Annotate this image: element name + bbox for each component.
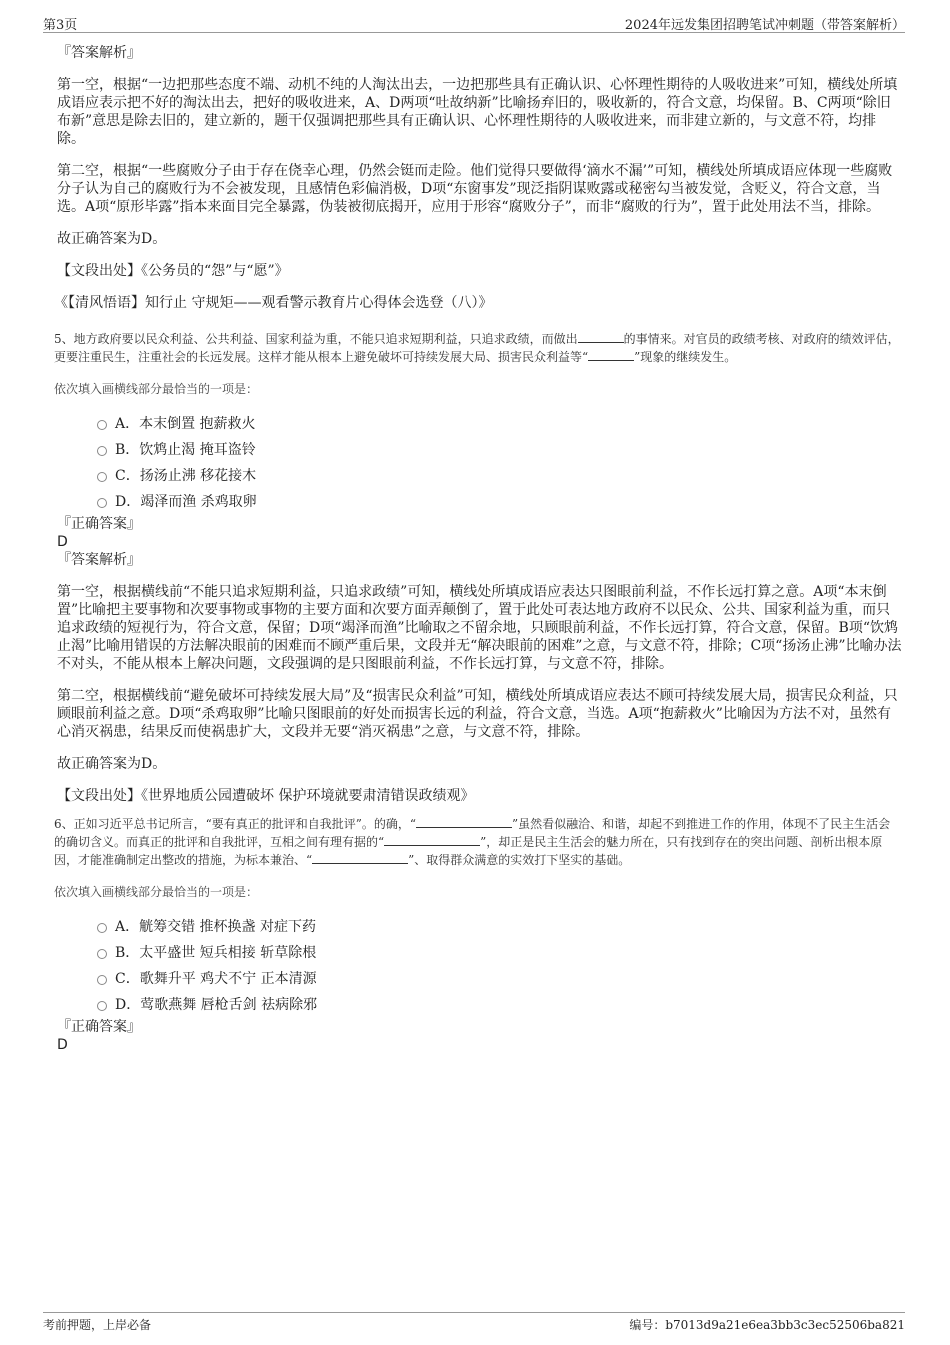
option-a[interactable]: A．本末倒置 抱薪救火 (97, 411, 902, 437)
question-5: 5、地方政府要以民众利益、公共利益、国家利益为重，不能只追求短期利益，只追求政绩，而做出 的事情来。对官员的政绩考核、对政府的绩效评估，更要注重民生，注重社会的长远发展。这样才能从根本上避免破坏可持续发展大局、损害民众利益等“ ”现象的继续发生。 (54, 332, 900, 364)
correct-answer: D (57, 1037, 68, 1053)
option-b[interactable]: B．饮鸩止渴 掩耳盗铃 (97, 437, 902, 463)
option-a[interactable]: A．觥筹交错 推杯换盏 对症下药 (97, 914, 902, 940)
radio-icon[interactable] (97, 472, 107, 482)
blank (578, 330, 624, 343)
radio-icon[interactable] (97, 949, 107, 959)
blank (588, 348, 634, 361)
option-d[interactable]: D．竭泽而渔 杀鸡取卵 (97, 489, 902, 515)
question-hint: 依次填入画横线部分最恰当的一项是： (54, 382, 259, 396)
option-b[interactable]: B．太平盛世 短兵相接 斩草除根 (97, 940, 902, 966)
radio-icon[interactable] (97, 420, 107, 430)
question-6: 6、正如习近平总书记所言，“要有真正的批评和自我批评”。的确，“ ”虽然看似融洽、和谐，却起不到推进工作的作用，体现不了民主生活会的确切含义。而真正的批评和自我批评，互相之间有理有据的“ ”，却正是民主生活会的魅力所在，只有找到存在的突出问题、剖析出根本原因，才能准确制定出整改的措施，为标本兼治、“ ”、取得群众满意的实效打下坚实的基础。 (54, 817, 891, 867)
content (54, 44, 902, 1054)
analysis-paragraph: 第一空，根据横线前“不能只追求短期利益，只追求政绩”可知，横线处所填成语应表达只图眼前利益，不作长远打算之意。A项“本末倒置”比喻把主要事物和次要事物或事物的主要方面和次要方面弄颠倒了，置于此处可表达地方政府不以民众、公共、国家利益为重，而只追求政绩的短视行为，符合文意，保留；D项“竭泽而渔”比喻取之不留余地，只顾眼前利益，不作长远打算，符合文意，保留。B项“饮鸩止渴”比喻用错误的方法解决眼前的困难而不顾严重后果，文段并无“解决眼前的困难”之意，与文意不符，排除；C项“扬汤止沸”比喻办法不对头，不能从根本上解决问题，文段强调的是只图眼前利益，不作长远打算，与文意不符，排除。 (57, 584, 902, 672)
correct-label: 『正确答案』 (57, 1019, 141, 1035)
footer-slogan: 考前押题，上岸必备 (43, 1318, 152, 1332)
radio-icon[interactable] (97, 975, 107, 985)
option-d[interactable]: D．莺歌燕舞 唇枪舌剑 祛病除邪 (97, 992, 902, 1018)
radio-icon[interactable] (97, 923, 107, 933)
blank (312, 851, 408, 864)
question-hint: 依次填入画横线部分最恰当的一项是： (54, 885, 259, 899)
page-header (43, 12, 905, 33)
radio-icon[interactable] (97, 446, 107, 456)
analysis-paragraph: 第二空，根据“一些腐败分子由于存在侥幸心理，仍然会铤而走险。他们觉得只要做得‘滴水不漏’”可知，横线处所填成语应体现一些腐败分子认为自己的腐败行为不会被发现，且感情色彩偏消极，D项“东窗事发”现泛指阴谋败露或秘密勾当被发觉，含贬义，符合文意，当选。A项“原形毕露”指本来面目完全暴露，伪装被彻底揭开，应用于形容“腐败分子”，而非“腐败的行为”，置于此处用法不当，排除。 (57, 163, 893, 215)
page-footer (43, 1312, 905, 1335)
radio-icon[interactable] (97, 498, 107, 508)
correct-answer: D (57, 534, 68, 550)
analysis-paragraph: 第一空，根据“一边把那些态度不端、动机不纯的人淘汰出去，一边把那些具有正确认识、心怀理性期待的人吸收进来”可知，横线处所填成语应表示把不好的淘汰出去，把好的吸收进来，A、D两项“吐故纳新”比喻扬弃旧的，吸收新的，符合文意，均保留。B、C两项“除旧布新”意思是除去旧的，建立新的，题干仅强调把那些具有正确认识、心怀理性期待的人吸收进来，而非建立新的，与文意不符，均排除。 (57, 77, 898, 147)
correct-label: 『正确答案』 (57, 516, 141, 532)
conclusion: 故正确答案为D。 (57, 231, 167, 247)
source: 【文段出处】《世界地质公园遭破坏 保护环境就要肃清错误政绩观》 (57, 788, 475, 804)
analysis-label: 『答案解析』 (57, 552, 141, 568)
analysis-label: 『答案解析』 (57, 45, 141, 61)
option-c[interactable]: C．歌舞升平 鸡犬不宁 正本清源 (97, 966, 902, 992)
conclusion: 故正确答案为D。 (57, 756, 167, 772)
document-id: 编号：b7013d9a21e6ea3bb3c3ec52506ba821 (629, 1318, 905, 1332)
source-link[interactable]: 《【清风悟语】知行止 守规矩——观看警示教育片心得体会选登（八）》 (54, 295, 493, 311)
option-c[interactable]: C．扬汤止沸 移花接木 (97, 463, 902, 489)
radio-icon[interactable] (97, 1001, 107, 1011)
blank (384, 833, 480, 846)
options (97, 411, 902, 515)
options (97, 914, 902, 1018)
source: 【文段出处】《公务员的“怨”与“愿”》 (57, 263, 289, 279)
page-number: 第3页 (43, 18, 78, 33)
blank (416, 815, 512, 828)
analysis-paragraph: 第二空，根据横线前“避免破坏可持续发展大局”及“损害民众利益”可知，横线处所填成语应表达不顾可持续发展大局，损害民众利益，只顾眼前利益之意。D项“杀鸡取卵”比喻只图眼前的好处而损害长远的利益，符合文意，当选。A项“抱薪救火”比喻因为方法不对，虽然有心消灭祸患，结果反而使祸患扩大，文段并无要“消灭祸患”之意，与文意不符，排除。 (57, 688, 898, 740)
document-title: 2024年远发集团招聘笔试冲刺题（带答案解析） (624, 18, 905, 33)
